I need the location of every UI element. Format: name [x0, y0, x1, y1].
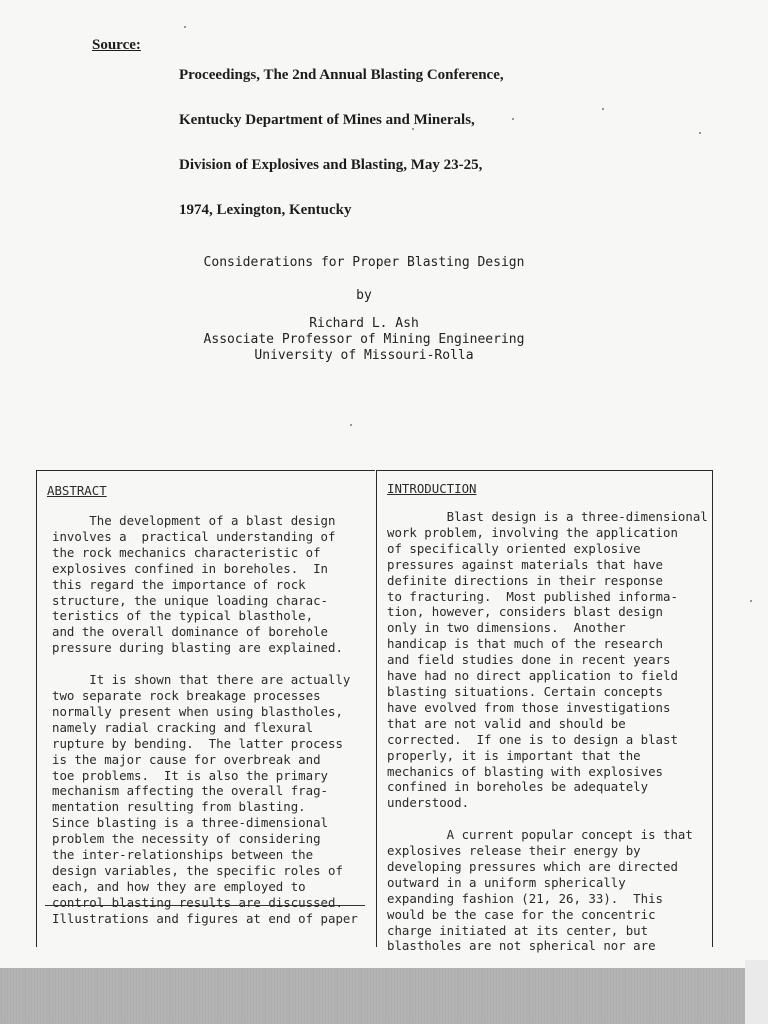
source-line: Division of Explosives and Blasting, May 23-25,: [179, 157, 483, 173]
introduction-column: [376, 470, 713, 954]
source-label: Source:: [92, 37, 141, 53]
scan-speck: [184, 26, 186, 28]
source-line: Kentucky Department of Mines and Minerals,: [179, 112, 475, 128]
author-name: Richard L. Ash: [309, 316, 419, 331]
scan-speck: [412, 128, 414, 130]
introduction-heading: INTRODUCTION: [387, 481, 477, 496]
abstract-text: The development of a blast design involves a practical understanding of the rock mechanics characteristic of explosives confined in boreholes. In this regard the importance of rock structure, the unique loading charac- teristics of the typical blasthole, and the overall dominance of borehole pressure during blasting are explained. It is shown that there are actually two separate rock breakage processes normally present when using blastholes, namely radial cracking and flexural rupture by bending. The latter process is the major cause for overbreak and toe problems. It is also the primary mechanism affecting the overall frag- mentation resulting from blasting. Since blasting is a three-dimensional problem the necessity of considering the inter-relationships between the design variables, the specific roles of each, and how they are employed to control blasting results are discussed.: [52, 513, 351, 910]
source-lines: [179, 38, 504, 248]
scan-artifact-band: [0, 968, 745, 1024]
footnote-divider: [45, 905, 365, 906]
author-university: University of Missouri-Rolla: [254, 348, 474, 363]
scan-speck: [350, 424, 352, 426]
abstract-column: [36, 470, 375, 947]
byline: by: [356, 288, 372, 303]
scan-edge: [745, 960, 768, 1024]
scan-speck: [602, 108, 604, 110]
source-line: Proceedings, The 2nd Annual Blasting Conference,: [179, 67, 504, 83]
introduction-text: Blast design is a three-dimensional work problem, involving the application of specifically oriented explosive pressures against materials that have definite directions in their response to fracturing. Most published informa- tion, however, considers blast design only in two dimensions. Another handicap is that much of the research and field studies done in recent years have had no direct application to field blasting situations. Certain concepts have evolved from those investigations that are not valid and should be corrected. If one is to design a blast properly, it is important that the mechanics of blasting with explosives confined in boreholes be adequately understood. A current popular concept is that explosives release their energy by developing pressures which are directed outward in a uniform spherically expanding fashion (21, 26, 33). This would be the case for the concentric charge initiated at its center, but blastholes are not spherical nor are: [387, 509, 708, 954]
scan-speck: [699, 132, 701, 134]
scan-speck: [750, 600, 752, 602]
source-line: 1974, Lexington, Kentucky: [179, 202, 352, 218]
author-position: Associate Professor of Mining Engineering: [203, 332, 525, 347]
abstract-heading: ABSTRACT: [47, 483, 107, 498]
footnote: Illustrations and figures at end of paper: [52, 911, 358, 926]
paper-title: Considerations for Proper Blasting Design: [203, 255, 525, 270]
scan-speck: [512, 118, 514, 120]
